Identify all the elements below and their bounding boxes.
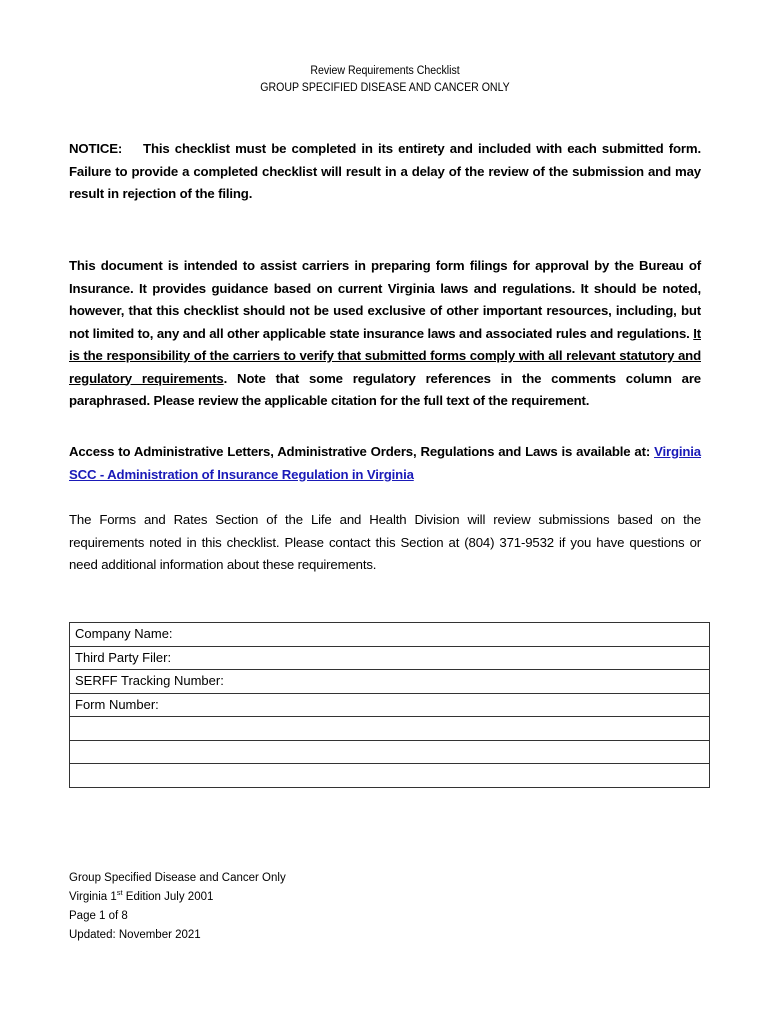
third-party-filer-field[interactable]: Third Party Filer: <box>70 646 710 670</box>
intro-paragraph <box>69 255 701 413</box>
intro-responsibility-underlined: It is the responsibility of the carriers to verify that submitted forms comply with all relevant statutory and regulatory requirements <box>69 325 701 386</box>
document-subtitle: GROUP SPECIFIED DISEASE AND CANCER ONLY <box>260 82 510 94</box>
access-text: Access to Administrative Letters, Administrative Orders, Regulations and Laws is available at: <box>69 444 655 459</box>
intro-tail: . Note that some regulatory references in the comments column are paraphrased. Please review the applicable citation for the full text of the requirement. <box>69 370 701 408</box>
forms-section-paragraph <box>69 509 701 577</box>
table-row <box>70 670 710 694</box>
serff-tracking-number-field[interactable]: SERFF Tracking Number: <box>70 670 710 694</box>
footer-page-number: Page 1 of 8 <box>69 910 128 922</box>
document-footer <box>69 869 286 945</box>
access-paragraph <box>69 441 701 486</box>
document-header <box>31 63 739 97</box>
footer-document-name: Group Specified Disease and Cancer Only <box>69 872 286 884</box>
form-number-field[interactable]: Form Number: <box>70 693 710 717</box>
table-row <box>70 740 710 764</box>
forms-section-text: The Forms and Rates Section of the Life and Health Division will review submissions based on the requirements noted in this checklist. Please contact this Section at (804) 371-9532 if you have questions or need additional information about these requirements. <box>69 512 701 572</box>
document-title: Review Requirements Checklist <box>310 65 460 77</box>
footer-edition: Virginia 1st Edition July 2001 <box>69 888 214 903</box>
table-row <box>70 717 710 741</box>
table-row <box>70 693 710 717</box>
filing-info-table <box>69 622 710 788</box>
notice-text: This checklist must be completed in its entirety and included with each submitted form. Failure to provide a completed checklist will result in a delay of the review of the submission and may result in rejection of the filing. <box>69 141 701 201</box>
company-name-field[interactable]: Company Name: <box>70 623 710 647</box>
virginia-scc-link[interactable]: Virginia SCC - Administration of Insurance Regulation in Virginia <box>69 444 701 482</box>
blank-field[interactable] <box>70 740 710 764</box>
table-row <box>70 764 710 788</box>
blank-field[interactable] <box>70 764 710 788</box>
intro-text: This document is intended to assist carriers in preparing form filings for approval by the Bureau of Insurance. It provides guidance based on current Virginia laws and regulations. It should be noted, however, that this checklist should not be used exclusive of other important resources, including, but not limited to, any and all other applicable state insurance laws and associated rules and regulations. <box>69 258 701 341</box>
footer-updated-date: Updated: November 2021 <box>69 929 201 941</box>
table-row <box>70 623 710 647</box>
notice-paragraph <box>69 138 701 206</box>
notice-label: NOTICE: <box>69 141 123 156</box>
table-row <box>70 646 710 670</box>
blank-field[interactable] <box>70 717 710 741</box>
